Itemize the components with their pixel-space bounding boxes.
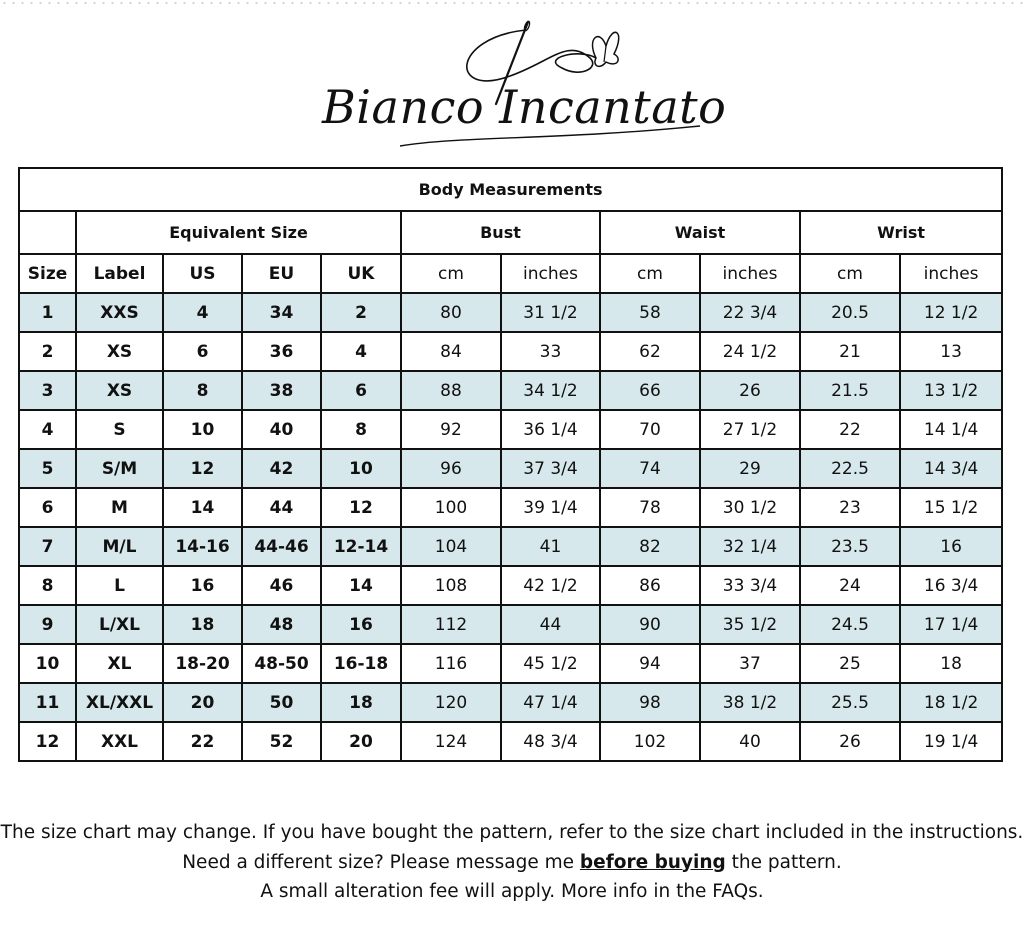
table-cell: 36 1/4: [501, 410, 600, 449]
column-header: cm: [401, 254, 501, 293]
table-cell: XL: [76, 644, 163, 683]
table-cell: 120: [401, 683, 501, 722]
table-cell: 37: [700, 644, 800, 683]
table-cell: 58: [600, 293, 700, 332]
table-cell: 45 1/2: [501, 644, 600, 683]
table-cell: M: [76, 488, 163, 527]
table-cell: 18: [321, 683, 401, 722]
table-cell: 30 1/2: [700, 488, 800, 527]
size-chart-table: [18, 167, 1003, 762]
table-cell: 13: [900, 332, 1002, 371]
table-cell: 47 1/4: [501, 683, 600, 722]
table-cell: 108: [401, 566, 501, 605]
table-cell: 7: [19, 527, 76, 566]
table-cell: 9: [19, 605, 76, 644]
table-row: [19, 527, 1002, 566]
table-cell: 40: [242, 410, 321, 449]
table-cell: 62: [600, 332, 700, 371]
table-cell: 116: [401, 644, 501, 683]
column-header: inches: [700, 254, 800, 293]
table-cell: 23.5: [800, 527, 900, 566]
table-cell: 24: [800, 566, 900, 605]
table-row: [19, 371, 1002, 410]
table-cell: 12: [163, 449, 242, 488]
table-cell: 16 3/4: [900, 566, 1002, 605]
table-cell: 2: [321, 293, 401, 332]
table-cell: 19 1/4: [900, 722, 1002, 761]
table-cell: 102: [600, 722, 700, 761]
table-cell: 4: [19, 410, 76, 449]
table-cell: 6: [321, 371, 401, 410]
group-header-equivalent: Equivalent Size: [76, 211, 401, 254]
table-cell: 26: [700, 371, 800, 410]
table-cell: 8: [163, 371, 242, 410]
column-header: inches: [501, 254, 600, 293]
table-cell: 16-18: [321, 644, 401, 683]
table-row: [19, 449, 1002, 488]
table-cell: L: [76, 566, 163, 605]
table-cell: 104: [401, 527, 501, 566]
top-decorative-border: [0, 0, 1024, 6]
table-cell: 4: [321, 332, 401, 371]
column-header: EU: [242, 254, 321, 293]
table-cell: 18: [900, 644, 1002, 683]
table-cell: 22 3/4: [700, 293, 800, 332]
table-cell: 18-20: [163, 644, 242, 683]
table-cell: 18 1/2: [900, 683, 1002, 722]
table-cell: 12 1/2: [900, 293, 1002, 332]
table-cell: 14: [321, 566, 401, 605]
table-cell: 11: [19, 683, 76, 722]
table-cell: 98: [600, 683, 700, 722]
table-cell: 26: [800, 722, 900, 761]
table-row: [19, 293, 1002, 332]
table-cell: 44: [501, 605, 600, 644]
column-header: US: [163, 254, 242, 293]
table-cell: 31 1/2: [501, 293, 600, 332]
table-cell: 21.5: [800, 371, 900, 410]
table-cell: 41: [501, 527, 600, 566]
table-cell: 18: [163, 605, 242, 644]
table-cell: 88: [401, 371, 501, 410]
table-row: [19, 683, 1002, 722]
table-cell: 12: [19, 722, 76, 761]
table-cell: 21: [800, 332, 900, 371]
table-cell: 16: [321, 605, 401, 644]
table-row: [19, 605, 1002, 644]
footer-line-2: [0, 848, 1024, 878]
table-cell: 2: [19, 332, 76, 371]
table-row: [19, 722, 1002, 761]
table-title-row: [19, 168, 1002, 211]
table-cell: 22.5: [800, 449, 900, 488]
table-cell: 27 1/2: [700, 410, 800, 449]
table-cell: XXS: [76, 293, 163, 332]
table-cell: 50: [242, 683, 321, 722]
column-header: Size: [19, 254, 76, 293]
table-cell: 33 3/4: [700, 566, 800, 605]
table-cell: 4: [163, 293, 242, 332]
brand-name: Bianco Incantato: [322, 80, 727, 134]
before-buying-emphasis: before buying: [579, 851, 726, 873]
table-cell: 20.5: [800, 293, 900, 332]
table-row: [19, 332, 1002, 371]
table-cell: 34 1/2: [501, 371, 600, 410]
table-cell: 39 1/4: [501, 488, 600, 527]
table-cell: 40: [700, 722, 800, 761]
table-row: [19, 644, 1002, 683]
table-cell: 29: [700, 449, 800, 488]
table-cell: 16: [900, 527, 1002, 566]
table-cell: 6: [163, 332, 242, 371]
table-cell: 22: [163, 722, 242, 761]
table-cell: 46: [242, 566, 321, 605]
table-cell: S: [76, 410, 163, 449]
group-header-bust: Bust: [401, 211, 600, 254]
column-header: cm: [800, 254, 900, 293]
table-row: [19, 410, 1002, 449]
column-header: Label: [76, 254, 163, 293]
table-cell: 10: [321, 449, 401, 488]
table-cell: 23: [800, 488, 900, 527]
table-cell: 22: [800, 410, 900, 449]
table-cell: 14: [163, 488, 242, 527]
table-cell: 86: [600, 566, 700, 605]
table-cell: 44: [242, 488, 321, 527]
table-cell: 12-14: [321, 527, 401, 566]
table-cell: 78: [600, 488, 700, 527]
column-header-row: [19, 254, 1002, 293]
table-cell: 42: [242, 449, 321, 488]
table-cell: 10: [19, 644, 76, 683]
table-cell: L/XL: [76, 605, 163, 644]
table-cell: 14 3/4: [900, 449, 1002, 488]
table-cell: 90: [600, 605, 700, 644]
table-cell: 20: [163, 683, 242, 722]
table-cell: XS: [76, 332, 163, 371]
table-cell: 80: [401, 293, 501, 332]
table-cell: 37 3/4: [501, 449, 600, 488]
table-cell: 5: [19, 449, 76, 488]
table-cell: 70: [600, 410, 700, 449]
table-cell: 94: [600, 644, 700, 683]
footer-line-3: A small alteration fee will apply. More info in the FAQs.: [260, 881, 764, 902]
table-cell: 3: [19, 371, 76, 410]
table-cell: 6: [19, 488, 76, 527]
table-cell: 33: [501, 332, 600, 371]
table-cell: S/M: [76, 449, 163, 488]
table-cell: 35 1/2: [700, 605, 800, 644]
table-cell: 8: [321, 410, 401, 449]
table-cell: 34: [242, 293, 321, 332]
table-cell: XS: [76, 371, 163, 410]
table-cell: 48 3/4: [501, 722, 600, 761]
table-cell: 14 1/4: [900, 410, 1002, 449]
table-cell: 66: [600, 371, 700, 410]
table-cell: XL/XXL: [76, 683, 163, 722]
column-header: cm: [600, 254, 700, 293]
table-cell: 82: [600, 527, 700, 566]
table-cell: 14-16: [163, 527, 242, 566]
table-title: Body Measurements: [19, 168, 1002, 211]
table-cell: 15 1/2: [900, 488, 1002, 527]
table-cell: 20: [321, 722, 401, 761]
footer-notes: [0, 818, 1024, 907]
footer-line-1: The size chart may change. If you have bought the pattern, refer to the size chart included in the instructions.: [0, 822, 1024, 843]
table-cell: 8: [19, 566, 76, 605]
table-cell: 25.5: [800, 683, 900, 722]
table-cell: 38: [242, 371, 321, 410]
table-cell: 96: [401, 449, 501, 488]
table-row: [19, 566, 1002, 605]
footer-line-2-post: the pattern.: [725, 851, 842, 873]
table-cell: 48: [242, 605, 321, 644]
table-cell: 52: [242, 722, 321, 761]
group-header-waist: Waist: [600, 211, 800, 254]
table-row: [19, 488, 1002, 527]
table-cell: 12: [321, 488, 401, 527]
table-cell: 92: [401, 410, 501, 449]
table-cell: 48-50: [242, 644, 321, 683]
group-header-row: [19, 211, 1002, 254]
table-cell: 32 1/4: [700, 527, 800, 566]
size-rows: [19, 293, 1002, 761]
column-header: inches: [900, 254, 1002, 293]
table-cell: 13 1/2: [900, 371, 1002, 410]
table-cell: 84: [401, 332, 501, 371]
table-cell: 36: [242, 332, 321, 371]
group-header-wrist: Wrist: [800, 211, 1002, 254]
table-cell: 100: [401, 488, 501, 527]
footer-line-2-pre: Need a different size? Please message me: [182, 851, 580, 873]
table-cell: 124: [401, 722, 501, 761]
table-cell: 38 1/2: [700, 683, 800, 722]
table-cell: 44-46: [242, 527, 321, 566]
table-cell: 74: [600, 449, 700, 488]
table-cell: 112: [401, 605, 501, 644]
table-cell: 1: [19, 293, 76, 332]
brand-logo: [300, 18, 730, 158]
table-cell: 24.5: [800, 605, 900, 644]
table-cell: XXL: [76, 722, 163, 761]
table-cell: 25: [800, 644, 900, 683]
table-cell: 17 1/4: [900, 605, 1002, 644]
table-cell: 10: [163, 410, 242, 449]
column-header: UK: [321, 254, 401, 293]
table-cell: 42 1/2: [501, 566, 600, 605]
table-cell: 16: [163, 566, 242, 605]
table-cell: M/L: [76, 527, 163, 566]
group-header-empty: [19, 211, 76, 254]
table-cell: 24 1/2: [700, 332, 800, 371]
